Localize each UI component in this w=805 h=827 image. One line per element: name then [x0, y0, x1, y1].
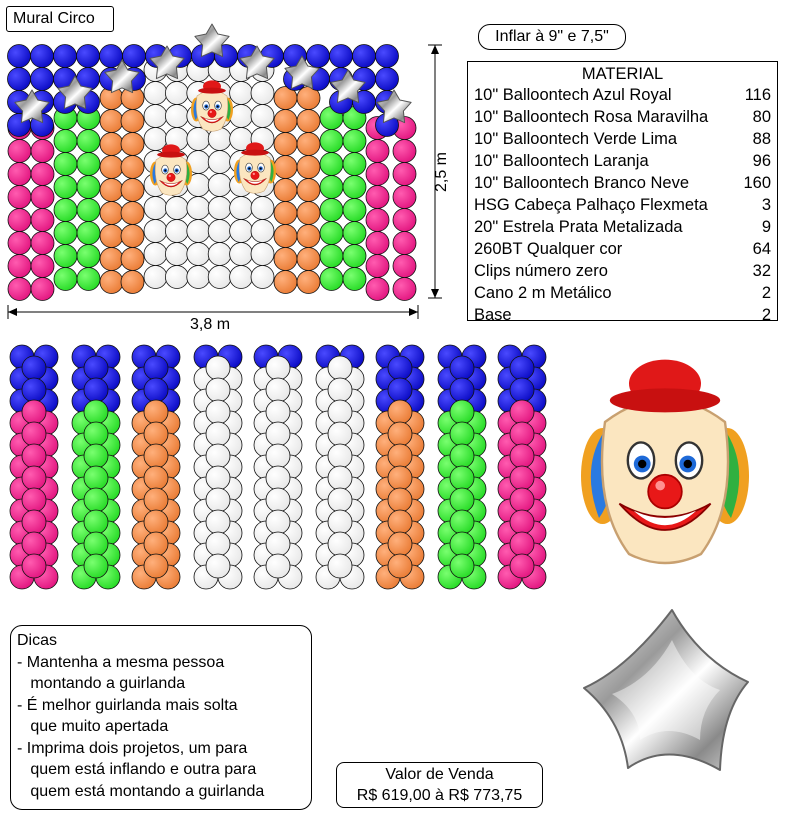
material-item-name: 10" Balloontech Verde Lima — [474, 130, 678, 148]
balloon — [165, 243, 188, 266]
tip-line: montando a guirlanda — [17, 675, 186, 692]
balloon — [251, 243, 274, 266]
balloon — [208, 174, 231, 197]
balloon — [230, 220, 253, 243]
balloon — [274, 133, 297, 156]
balloon — [8, 68, 31, 91]
material-item-qty: 2 — [761, 284, 771, 302]
balloon — [77, 176, 100, 199]
balloon — [450, 510, 474, 534]
balloon-column — [438, 345, 486, 589]
balloon — [31, 232, 54, 255]
balloon — [100, 202, 123, 225]
balloon — [450, 378, 474, 402]
balloon — [144, 105, 167, 128]
balloon — [388, 466, 412, 490]
balloon — [393, 232, 416, 255]
balloon — [165, 105, 188, 128]
balloon — [450, 488, 474, 512]
balloon — [328, 510, 352, 534]
balloon — [230, 82, 253, 105]
balloon — [297, 156, 320, 179]
balloon — [510, 356, 534, 380]
balloon — [388, 510, 412, 534]
balloon — [297, 133, 320, 156]
balloon — [230, 197, 253, 220]
balloon — [84, 378, 108, 402]
tip-line: que muito apertada — [17, 718, 169, 735]
balloon — [366, 140, 389, 163]
material-item-qty: 2 — [761, 306, 771, 324]
balloon — [274, 156, 297, 179]
balloon — [230, 266, 253, 289]
balloon — [393, 255, 416, 278]
balloon — [343, 130, 366, 153]
balloon — [274, 271, 297, 294]
balloon-column — [10, 345, 58, 589]
balloon — [31, 140, 54, 163]
balloon — [100, 271, 123, 294]
tip-line: - É melhor guirlanda mais solta — [17, 696, 238, 714]
balloon — [22, 444, 46, 468]
balloon-column — [72, 345, 120, 589]
price-box — [336, 762, 543, 808]
balloon — [388, 378, 412, 402]
material-item-name: Cano 2 m Metálico — [474, 284, 612, 302]
balloon — [22, 554, 46, 578]
balloon — [8, 278, 31, 301]
balloon — [31, 278, 54, 301]
balloon — [144, 378, 168, 402]
balloon — [320, 153, 343, 176]
balloon — [165, 197, 188, 220]
balloon — [22, 422, 46, 446]
balloon — [54, 222, 77, 245]
balloon — [8, 186, 31, 209]
balloon — [320, 130, 343, 153]
balloon — [187, 197, 210, 220]
balloon — [77, 268, 100, 291]
balloon — [54, 153, 77, 176]
tip-line: - Imprima dois projetos, um para — [17, 739, 248, 757]
balloon — [328, 554, 352, 578]
balloon — [274, 202, 297, 225]
balloon — [343, 199, 366, 222]
balloon-column — [132, 345, 180, 589]
balloon — [388, 444, 412, 468]
balloon — [297, 202, 320, 225]
balloon — [206, 444, 230, 468]
balloon — [165, 220, 188, 243]
balloon — [274, 248, 297, 271]
balloon — [8, 209, 31, 232]
balloon — [144, 488, 168, 512]
material-row — [468, 282, 777, 304]
balloon — [343, 153, 366, 176]
balloon — [510, 488, 534, 512]
material-row — [468, 84, 777, 106]
balloon — [54, 130, 77, 153]
tips-heading: Dicas — [17, 632, 58, 649]
balloon — [54, 268, 77, 291]
balloon — [320, 222, 343, 245]
balloon — [510, 400, 534, 424]
price-label: Valor de Venda — [385, 766, 494, 783]
balloon — [297, 179, 320, 202]
balloon — [320, 199, 343, 222]
balloon — [22, 532, 46, 556]
balloon-column — [194, 345, 242, 589]
balloon — [388, 554, 412, 578]
balloon — [22, 488, 46, 512]
balloon — [393, 278, 416, 301]
balloon — [144, 243, 167, 266]
balloon — [84, 554, 108, 578]
balloon — [22, 400, 46, 424]
balloon — [84, 488, 108, 512]
balloon-column-set — [10, 345, 546, 589]
balloon — [31, 186, 54, 209]
balloon — [77, 45, 100, 68]
balloon — [376, 45, 399, 68]
material-item-name: 10" Balloontech Rosa Maravilha — [474, 108, 709, 126]
balloon — [388, 356, 412, 380]
balloon — [393, 209, 416, 232]
balloon — [206, 488, 230, 512]
balloon — [388, 488, 412, 512]
balloon — [450, 356, 474, 380]
balloon — [144, 510, 168, 534]
balloon — [343, 222, 366, 245]
balloon — [100, 179, 123, 202]
material-row — [468, 238, 777, 260]
height-dimension-label: 2,5 m — [433, 151, 450, 192]
balloon — [144, 554, 168, 578]
material-row — [468, 106, 777, 128]
balloon — [144, 356, 168, 380]
balloon — [22, 466, 46, 490]
material-heading: MATERIAL — [581, 65, 664, 83]
balloon — [343, 268, 366, 291]
material-item-name: 260BT Qualquer cor — [474, 240, 623, 258]
balloon — [510, 466, 534, 490]
balloon — [8, 45, 31, 68]
width-dimension-label: 3,8 m — [190, 316, 231, 333]
material-item-name: 10" Balloontech Laranja — [474, 152, 649, 170]
balloon — [328, 422, 352, 446]
balloon — [165, 266, 188, 289]
material-row — [468, 216, 777, 238]
balloon — [77, 199, 100, 222]
balloon — [266, 444, 290, 468]
balloon — [206, 554, 230, 578]
balloon — [84, 356, 108, 380]
balloon — [121, 271, 144, 294]
balloon-column — [316, 345, 364, 589]
balloon — [100, 110, 123, 133]
material-item-qty: 116 — [744, 86, 771, 104]
balloon — [251, 105, 274, 128]
balloon — [266, 466, 290, 490]
balloon — [100, 45, 123, 68]
balloon — [320, 245, 343, 268]
balloon — [121, 225, 144, 248]
material-item-qty: 32 — [752, 262, 771, 280]
balloon — [251, 197, 274, 220]
balloon — [187, 220, 210, 243]
balloon — [330, 45, 353, 68]
balloon — [510, 554, 534, 578]
balloon — [206, 356, 230, 380]
balloon — [266, 400, 290, 424]
balloon — [144, 266, 167, 289]
balloon — [144, 400, 168, 424]
balloon — [31, 68, 54, 91]
balloon — [266, 356, 290, 380]
balloon — [251, 220, 274, 243]
balloon — [510, 444, 534, 468]
balloon — [274, 179, 297, 202]
balloon — [144, 220, 167, 243]
balloon — [121, 133, 144, 156]
clown-head-balloon — [581, 360, 749, 563]
balloon — [266, 488, 290, 512]
balloon — [307, 45, 330, 68]
balloon — [206, 466, 230, 490]
material-row — [468, 128, 777, 150]
balloon — [8, 255, 31, 278]
material-row — [468, 304, 777, 326]
balloon-column — [254, 345, 302, 589]
balloon — [230, 105, 253, 128]
balloon — [510, 532, 534, 556]
balloon — [22, 356, 46, 380]
balloon — [121, 202, 144, 225]
balloon — [187, 243, 210, 266]
balloon — [84, 466, 108, 490]
material-item-qty: 88 — [752, 130, 771, 148]
balloon-column — [498, 345, 546, 589]
balloon — [22, 510, 46, 534]
material-row — [468, 260, 777, 282]
material-list — [467, 61, 778, 324]
material-item-name: 10" Balloontech Branco Neve — [474, 174, 689, 192]
balloon — [165, 82, 188, 105]
balloon — [450, 400, 474, 424]
balloon-column — [376, 345, 424, 589]
balloon — [328, 466, 352, 490]
tip-line: quem está inflando e outra para — [17, 761, 257, 778]
balloon — [8, 163, 31, 186]
balloon — [388, 422, 412, 446]
material-row — [468, 194, 777, 216]
balloon — [297, 248, 320, 271]
balloon — [366, 209, 389, 232]
balloon — [206, 510, 230, 534]
balloon — [366, 186, 389, 209]
balloon — [144, 197, 167, 220]
tip-line: quem está montando a guirlanda — [17, 782, 265, 800]
material-item-qty: 9 — [761, 218, 771, 236]
balloon — [320, 268, 343, 291]
balloon — [328, 378, 352, 402]
balloon — [353, 45, 376, 68]
balloon — [366, 232, 389, 255]
balloon — [144, 422, 168, 446]
balloon — [266, 422, 290, 446]
balloon — [208, 243, 231, 266]
balloon — [84, 400, 108, 424]
balloon — [366, 278, 389, 301]
balloon — [208, 197, 231, 220]
balloon — [450, 444, 474, 468]
material-item-qty: 80 — [752, 108, 771, 126]
balloon — [450, 422, 474, 446]
balloon — [31, 163, 54, 186]
material-row — [468, 172, 777, 194]
balloon — [54, 176, 77, 199]
balloon — [388, 532, 412, 556]
balloon — [343, 176, 366, 199]
balloon — [54, 45, 77, 68]
material-item-name: HSG Cabeça Palhaço Flexmeta — [474, 196, 708, 214]
balloon — [266, 378, 290, 402]
balloon — [121, 156, 144, 179]
balloon — [100, 248, 123, 271]
balloon — [84, 510, 108, 534]
balloon — [320, 176, 343, 199]
balloon — [77, 245, 100, 268]
balloon — [31, 45, 54, 68]
balloon — [328, 400, 352, 424]
balloon — [144, 444, 168, 468]
inflate-note: Inflar à 9" e 7,5" — [478, 24, 626, 50]
balloon — [251, 82, 274, 105]
tip-line: - Mantenha a mesma pessoa — [17, 653, 225, 671]
clown-head-balloon-icon — [581, 360, 749, 563]
balloon — [144, 466, 168, 490]
balloon — [266, 554, 290, 578]
balloon — [393, 186, 416, 209]
balloon — [274, 225, 297, 248]
balloon — [388, 400, 412, 424]
material-item-name: Clips número zero — [474, 262, 608, 280]
balloon — [297, 225, 320, 248]
balloon — [84, 422, 108, 446]
balloon — [376, 68, 399, 91]
balloon — [121, 179, 144, 202]
balloon — [343, 245, 366, 268]
material-item-qty: 3 — [761, 196, 771, 214]
balloon — [297, 271, 320, 294]
material-item-name: Base — [474, 306, 512, 324]
balloon — [121, 248, 144, 271]
price-value: R$ 619,00 à R$ 773,75 — [356, 787, 523, 804]
balloon — [328, 444, 352, 468]
material-item-qty: 160 — [743, 174, 771, 192]
material-item-name: 20" Estrela Prata Metalizada — [474, 218, 683, 236]
material-row — [468, 150, 777, 172]
balloon — [77, 153, 100, 176]
balloon — [366, 255, 389, 278]
balloon — [77, 222, 100, 245]
balloon — [144, 532, 168, 556]
balloon — [77, 130, 100, 153]
material-item-qty: 96 — [752, 152, 771, 170]
balloon — [208, 151, 231, 174]
balloon — [510, 378, 534, 402]
balloon — [450, 554, 474, 578]
balloon — [328, 532, 352, 556]
balloon — [393, 140, 416, 163]
balloon — [8, 140, 31, 163]
balloon — [100, 133, 123, 156]
balloon — [84, 444, 108, 468]
balloon — [393, 163, 416, 186]
balloon — [22, 378, 46, 402]
balloon — [206, 400, 230, 424]
balloon — [31, 255, 54, 278]
balloon — [266, 532, 290, 556]
balloon — [230, 243, 253, 266]
balloon — [510, 422, 534, 446]
balloon — [123, 45, 146, 68]
balloon — [54, 245, 77, 268]
balloon — [121, 110, 144, 133]
material-item-qty: 64 — [752, 240, 771, 258]
project-title: Mural Circo — [6, 6, 114, 32]
balloon — [450, 532, 474, 556]
balloon — [8, 232, 31, 255]
balloon — [450, 466, 474, 490]
tips-box — [10, 625, 312, 810]
balloon — [206, 378, 230, 402]
balloon — [328, 356, 352, 380]
balloon — [366, 163, 389, 186]
balloon — [266, 510, 290, 534]
balloon — [251, 266, 274, 289]
balloon — [328, 488, 352, 512]
balloon — [206, 422, 230, 446]
balloon — [84, 532, 108, 556]
balloon — [206, 532, 230, 556]
balloon — [100, 156, 123, 179]
material-item-name: 10" Balloontech Azul Royal — [474, 86, 672, 104]
balloon — [208, 266, 231, 289]
balloon — [510, 510, 534, 534]
balloon — [274, 110, 297, 133]
balloon — [297, 110, 320, 133]
balloon — [144, 82, 167, 105]
balloon — [208, 220, 231, 243]
balloon — [187, 266, 210, 289]
silver-star-balloon-icon — [584, 610, 748, 770]
balloon — [100, 225, 123, 248]
balloon — [31, 209, 54, 232]
balloon — [187, 128, 210, 151]
balloon — [54, 199, 77, 222]
